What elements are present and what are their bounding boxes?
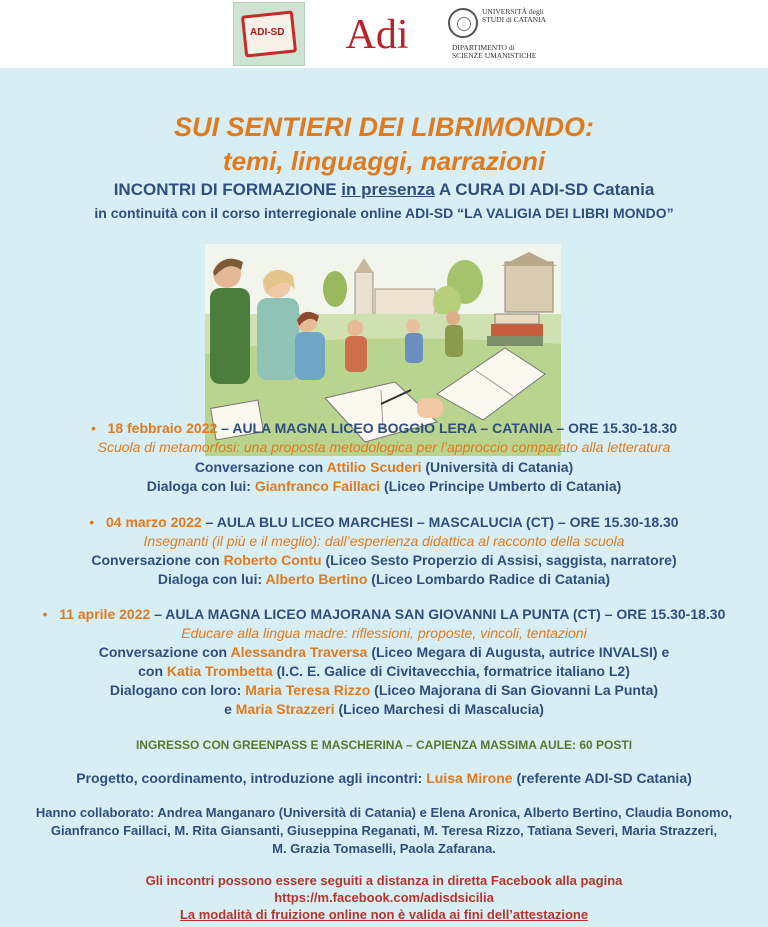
online-disclaimer: La modalità di fruizione online non è valida ai fini dell’attestazione <box>179 907 589 922</box>
event-2-bullet: • <box>89 514 95 530</box>
event-3-dial2-name: Maria Strazzeri <box>235 701 335 717</box>
event-1-topic: Scuola di metamorfosi: una proposta metodologica per l’approccio comparato alla letteratura <box>97 439 671 455</box>
event-3-conv-prefix: Conversazione con <box>98 644 231 660</box>
subtitle <box>0 180 768 200</box>
collaborators-line-1: Hanno collaborato: Andrea Manganaro (Università di Catania) e Elena Aronica, Alberto Bertino, Claudia Bonomo, <box>35 805 733 820</box>
event-3-conversation <box>0 644 768 660</box>
logo-header <box>0 0 768 68</box>
event-2-venue: – AULA BLU LICEO MARCHESI – MASCALUCIA (CT) – ORE 15.30-18.30 <box>201 514 679 530</box>
event-3-dial2-suffix: (Liceo Marchesi di Mascalucia) <box>334 701 544 717</box>
adisd-logo-text: ADI-SD <box>250 27 285 38</box>
event-3-conv-name: Alessandra Traversa <box>230 644 368 660</box>
subtitle-part-3: A CURA DI ADI-SD Catania <box>434 180 655 199</box>
event-3-dial-prefix: Dialogano con loro: <box>109 682 246 698</box>
facebook-notice: Gli incontri possono essere seguiti a distanza in diretta Facebook alla pagina <box>145 873 623 888</box>
event-3-dialogue <box>0 682 768 698</box>
flyer-content <box>0 68 768 927</box>
event-3-venue: – AULA MAGNA LICEO MAJORANA SAN GIOVANNI LA PUNTA (CT) – ORE 15.30-18.30 <box>150 606 726 622</box>
subtitle-line-2: in continuità con il corso interregionale online ADI-SD “LA VALIGIA DEI LIBRI MONDO” <box>94 205 674 221</box>
event-3-conversation-2 <box>0 663 768 679</box>
event-1-dial-suffix: (Liceo Principe Umberto di Catania) <box>380 478 622 494</box>
title-line-1: SUI SENTIERI DEI LIBRIMONDO: <box>173 112 595 142</box>
project-prefix: Progetto, coordinamento, introduzione agli incontri: <box>76 770 427 786</box>
university-name: UNIVERSITÀ degli STUDI di CATANIA <box>482 7 546 24</box>
event-3-dial2-prefix: e <box>224 701 236 717</box>
event-2-date: 04 marzo 2022 <box>105 514 202 530</box>
event-1-venue: – AULA MAGNA LICEO BOGGIO LERA – CATANIA – ORE 15.30-18.30 <box>217 420 678 436</box>
event-2-dial-name: Alberto Bertino <box>265 571 368 587</box>
event-3-bullet: • <box>42 606 48 622</box>
event-1-date: 18 febbraio 2022 <box>107 420 218 436</box>
event-3-header <box>0 606 768 622</box>
university-seal-icon <box>448 8 478 38</box>
event-2-dial-suffix: (Liceo Lombardo Radice di Catania) <box>367 571 611 587</box>
event-3-conv2-name: Katia Trombetta <box>166 663 273 679</box>
event-1-conv-suffix: (Università di Catania) <box>421 459 574 475</box>
event-3-date: 11 aprile 2022 <box>59 606 151 622</box>
title-line-2: temi, linguaggi, narrazioni <box>222 146 546 176</box>
adi-logo: Adi <box>345 12 409 58</box>
event-1-header <box>0 420 768 436</box>
event-3-conv2-suffix: (I.C. E. Galice di Civitavecchia, formatrice italiano L2) <box>272 663 630 679</box>
project-name: Luisa Mirone <box>426 770 513 786</box>
project-suffix: (referente ADI-SD Catania) <box>512 770 692 786</box>
event-2-conv-prefix: Conversazione con <box>91 552 224 568</box>
event-3-conv-suffix: (Liceo Megara di Augusta, autrice INVALSI) e <box>367 644 670 660</box>
university-logo <box>448 6 544 64</box>
event-3-dialogue-2 <box>0 701 768 717</box>
event-3-dial-name: Maria Teresa Rizzo <box>245 682 371 698</box>
event-1-dialogue <box>0 478 768 494</box>
event-1-dial-prefix: Dialoga con lui: <box>146 478 255 494</box>
event-3-conv2-prefix: con <box>138 663 167 679</box>
event-3-topic: Educare alla lingua madre: riflessioni, proposte, vincoli, tentazioni <box>181 625 587 641</box>
project-credit <box>0 770 768 786</box>
event-1-dial-name: Gianfranco Faillaci <box>254 478 381 494</box>
adisd-logo <box>233 2 305 66</box>
event-2-header <box>0 514 768 530</box>
event-3-dial-suffix: (Liceo Majorana di San Giovanni La Punta) <box>370 682 659 698</box>
department-name: DIPARTIMENTO di SCIENZE UMANISTICHE <box>452 43 537 60</box>
event-1-conversation <box>0 459 768 475</box>
event-2-topic: Insegnanti (il più e il meglio): dall’esperienza didattica al racconto della scuola <box>143 533 625 549</box>
subtitle-in-presenza: in presenza <box>341 180 435 199</box>
event-2-dialogue <box>0 571 768 587</box>
event-2-conv-suffix: (Liceo Sesto Properzio di Assisi, saggista, narratore) <box>321 552 677 568</box>
subtitle-part-1: INCONTRI DI FORMAZIONE <box>113 180 342 199</box>
event-2-dial-prefix: Dialoga con lui: <box>157 571 266 587</box>
event-1-conv-prefix: Conversazione con <box>194 459 327 475</box>
event-2-conv-name: Roberto Contu <box>223 552 322 568</box>
collaborators-line-3: M. Grazia Tomaselli, Paola Zafarana. <box>272 841 496 856</box>
collaborators-line-2: Gianfranco Faillaci, M. Rita Giansanti, Giuseppina Reganati, M. Teresa Rizzo, Tatiana Severi, Maria Strazzeri, <box>50 823 718 838</box>
entry-notice: INGRESSO CON GREENPASS E MASCHERINA – CAPIENZA MASSIMA AULE: 60 POSTI <box>135 738 633 752</box>
facebook-url[interactable]: https://m.facebook.com/adisdsicilia <box>274 890 494 905</box>
event-1-bullet: • <box>90 420 96 436</box>
event-1-conv-name: Attilio Scuderi <box>326 459 422 475</box>
event-2-conversation <box>0 552 768 568</box>
